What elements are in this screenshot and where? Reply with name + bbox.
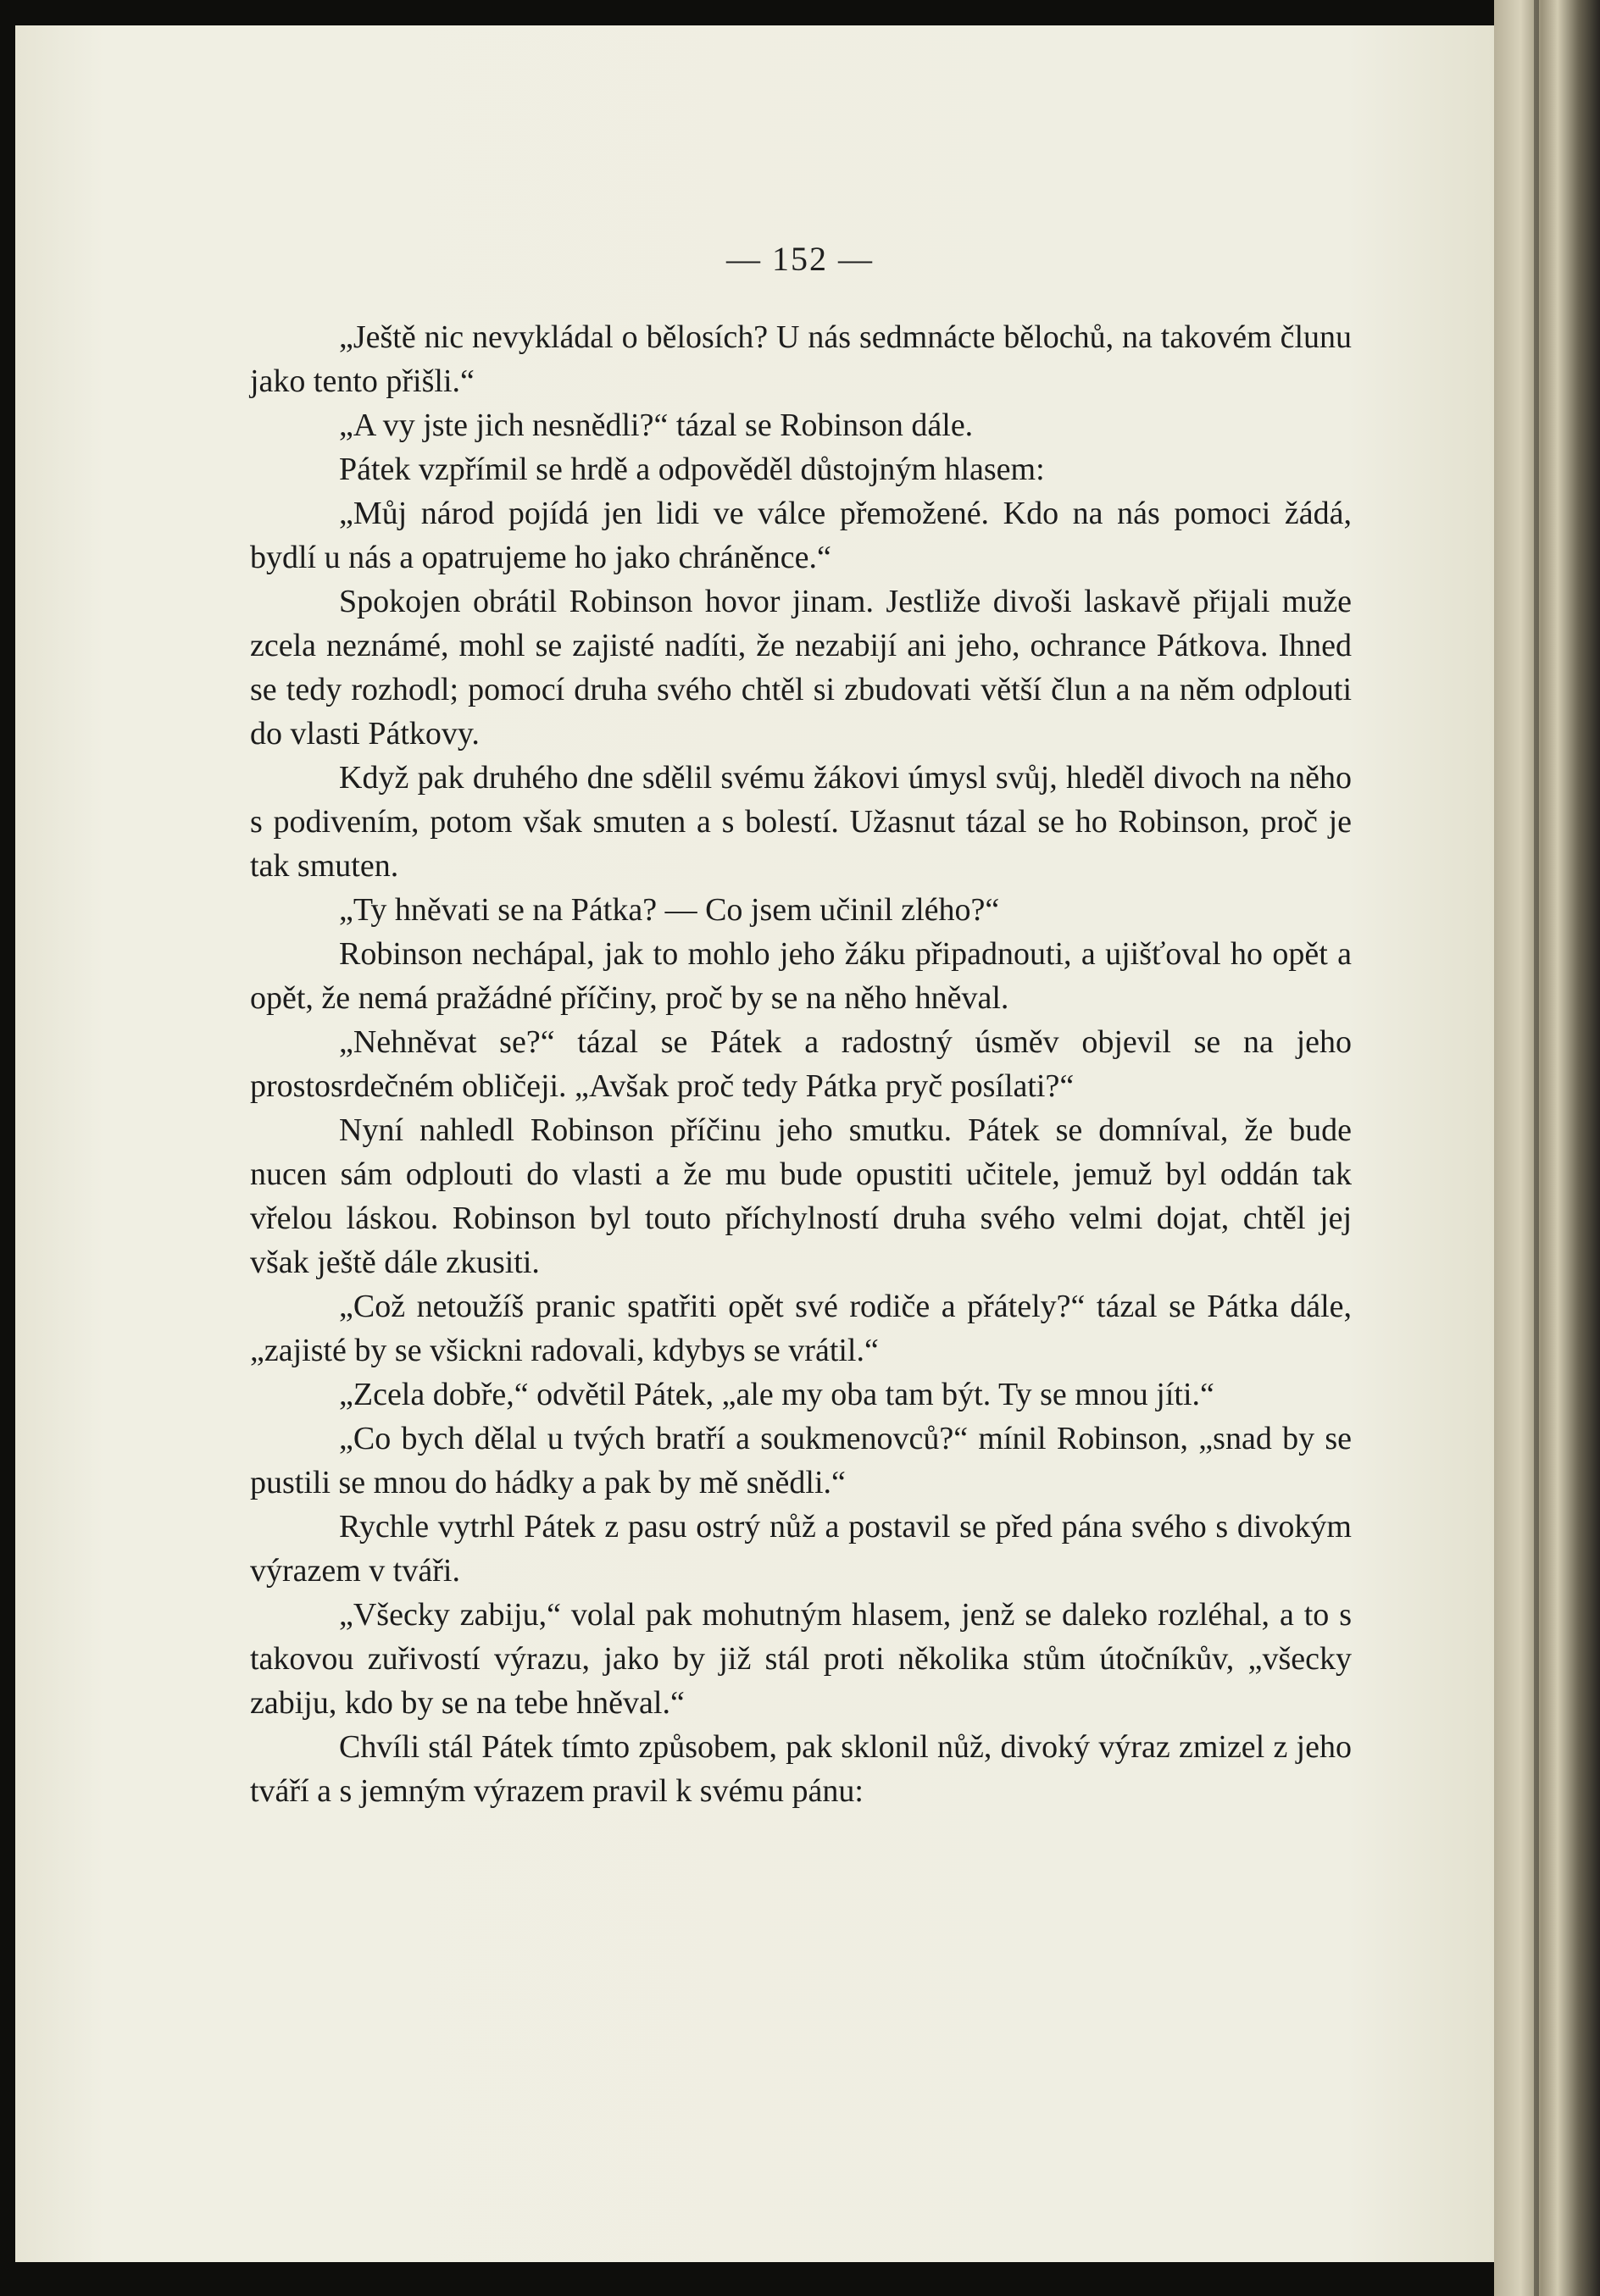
book-spine xyxy=(1494,0,1600,2296)
paragraph-3: Pátek vzpřímil se hrdě a odpověděl důstojným hlasem: xyxy=(339,452,1045,487)
paragraph-13: „Co bych dělal u tvých bratří a soukmenovců?“ mínil Robinson, „snad by se pustili se mnou do hádky a pak by mě snědli.“ xyxy=(250,1421,1352,1500)
paragraph-10: Nyní nahledl Robinson příčinu jeho smutku. Pátek se domníval, že bude nucen sám odplouti do vlasti a že mu bude opustiti učitele, jemuž byl oddán tak vřelou láskou. Robinson byl touto příchylností druha svého velmi dojat, chtěl jej však ještě dále zkusiti. xyxy=(250,1112,1352,1280)
paragraph-9: „Nehněvat se?“ tázal se Pátek a radostný úsměv objevil se na jeho prostosrdečném obličeji. „Avšak proč tedy Pátka pryč posílati?“ xyxy=(250,1024,1352,1104)
spine-shadow xyxy=(1534,0,1539,2296)
paragraph-8: Robinson nechápal, jak to mohlo jeho žáku připadnouti, a ujišťoval ho opět a opět, že nemá pražádné příčiny, proč by se na něho hněval. xyxy=(250,936,1352,1016)
paragraph-4: „Můj národ pojídá jen lidi ve válce přemožené. Kdo na nás pomoci žádá, bydlí u nás a opatrujeme ho jako chráněnce.“ xyxy=(250,496,1352,575)
paragraph-12: „Zcela dobře,“ odvětil Pátek, „ale my oba tam být. Ty se mnou jíti.“ xyxy=(339,1377,1214,1412)
body-text xyxy=(250,315,1352,1813)
paragraph-16: Chvíli stál Pátek tímto způsobem, pak sklonil nůž, divoký výraz zmizel z jeho tváří a s jemným výrazem pravil k svému pánu: xyxy=(250,1729,1352,1809)
paragraph-15: „Všecky zabiju,“ volal pak mohutným hlasem, jenž se daleko rozléhal, a to s takovou zuřivostí výrazu, jako by již stál proti několika stům útočníkův, „všecky zabiju, kdo by se na tebe hněval.“ xyxy=(250,1597,1352,1721)
paragraph-7: „Ty hněvati se na Pátka? — Co jsem učinil zlého?“ xyxy=(339,892,1000,928)
paragraph-2: „A vy jste jich nesnědli?“ tázal se Robinson dále. xyxy=(339,408,974,443)
paragraph-5: Spokojen obrátil Robinson hovor jinam. Jestliže divoši laskavě přijali muže zcela neznámé, mohl se zajisté nadíti, že nezabijí ani jeho, ochrance Pátkova. Ihned se tedy rozhodl; pomocí druha svého chtěl si zbudovati větší člun a na něm odplouti do vlasti Pátkovy. xyxy=(250,584,1352,751)
paragraph-6: Když pak druhého dne sdělil svému žákovi úmysl svůj, hleděl divoch na něho s podivením, potom však smuten a s bolestí. Užasnut tázal se ho Robinson, proč je tak smuten. xyxy=(250,760,1352,884)
paragraph-11: „Což netoužíš pranic spatřiti opět své rodiče a přátely?“ tázal se Pátka dále, „zajisté by se všickni radovali, kdybys se vrátil.“ xyxy=(250,1289,1352,1368)
page-number: — 152 — xyxy=(726,240,874,278)
paragraph-14: Rychle vytrhl Pátek z pasu ostrý nůž a postavil se před pána svého s divokým výrazem v tváři. xyxy=(250,1509,1352,1589)
paragraph-1: „Ještě nic nevykládal o bělosích? U nás sedmnácte bělochů, na takovém člunu jako tento přišli.“ xyxy=(250,319,1352,399)
